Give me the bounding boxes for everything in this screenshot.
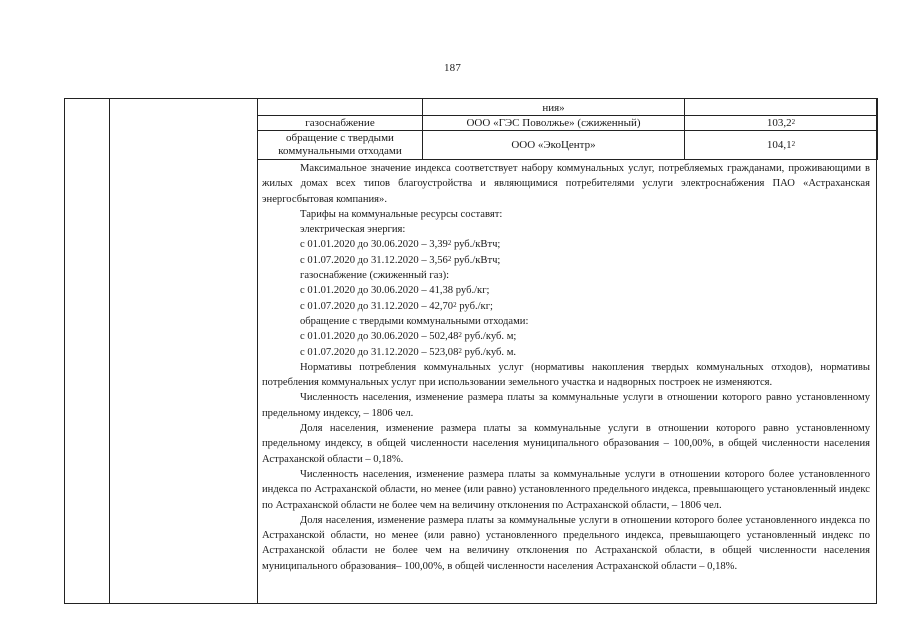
tariff-text: с 01.07.2020 до 31.12.2020 – 42,70 [300,300,454,312]
tariff-unit: руб./кВтч; [451,254,501,266]
paragraph: Максимальное значение индекса соответствует набору коммунальных услуг, потребляемых гражданами, проживающими в жилых домах всех типов благоустройства и являющимися потребителями услуги электроснабжения ПАО «Астраханская энергосбытовая компания». [262,163,870,205]
tariff-text: с 01.07.2020 до 31.12.2020 – 3,56 [300,254,448,266]
index-cell [685,116,878,131]
page-number: 187 [443,62,462,74]
tariff-unit: руб./кВтч; [451,239,501,251]
tariff-group-label: обращение с твердыми коммунальными отходами: [300,315,529,327]
footnote-mark: 2 [447,239,452,248]
table-row [258,99,878,116]
footnote-mark: 2 [447,254,452,263]
footnote-mark: 2 [791,117,796,126]
table-cell [685,99,878,116]
paragraph: Доля населения, изменение размера платы за коммунальные услуги в отношении которого равно установленному предельному индексу, в общей численности населения муниципального образования – 100,00%, в общей численности населения Астраханской области – 0,18%. [262,423,870,465]
table-cell [258,99,423,116]
tariff-text: с 01.07.2020 до 31.12.2020 – 523,08 [300,346,459,358]
tariff-line [262,253,870,268]
index-value: 104,1 [766,138,792,151]
tariff-line [262,345,870,360]
tariff-line [262,329,870,344]
tariff-index-table [257,98,878,160]
provider-cell: ООО «ЭкоЦентр» [423,131,685,160]
tariff-line [262,237,870,252]
tariff-text: с 01.01.2020 до 30.06.2020 – 3,39 [300,239,448,251]
table-row [258,116,878,131]
tariff-unit: руб./куб. м; [461,331,517,343]
paragraph: Численность населения, изменение размера платы за коммунальные услуги в отношении которого более установленного индекса по Астраханской области, но менее (или равно) установленного предельного индекса, превышающего установленный индекс по Астраханской области не более чем на величину отклонения по Астраханской области, – 1806 чел. [262,468,870,511]
paragraph: Численность населения, изменение размера платы за коммунальные услуги в отношении которого равно установленному предельному индексу, – 1806 чел. [262,392,870,419]
column-divider-1 [109,99,110,603]
provider-cell: ООО «ГЭС Поволжье» (сжиженный) [423,116,685,131]
tariff-line: с 01.01.2020 до 30.06.2020 – 41,38 руб./кг; [300,285,490,297]
index-cell [685,131,878,160]
tariffs-intro: Тарифы на коммунальные ресурсы составят: [300,208,503,220]
footnote-mark: 2 [791,139,796,148]
body-text [262,161,870,574]
service-cell: обращение с твердыми коммунальными отходами [258,131,423,160]
tariff-unit: руб./куб. м. [461,346,517,358]
paragraph: Доля населения, изменение размера платы за коммунальные услуги в отношении которого более установленного индекса по Астраханской области, но менее (или равно) установленного предельного индекса, превышающего установленный индекс по Астраханской области не более чем на величину отклонения по Астраханской области, в общей численности населения муниципального образования– 100,00%, в общей численности населения Астраханской области – 0,18%. [262,514,870,572]
footnote-mark: 2 [458,346,462,355]
footnote-mark: 2 [453,300,457,309]
tariff-line [262,299,870,314]
service-cell: газоснабжение [258,116,423,131]
footnote-mark: 2 [458,331,462,340]
paragraph: Нормативы потребления коммунальных услуг (нормативы накопления твердых коммунальных отходов), нормативы потребления коммунальных услуг при использовании земельного участка и надворных построек не изменяются. [262,361,870,389]
table-cell: ния» [423,99,685,116]
table-row [258,131,878,160]
index-value: 103,2 [766,116,792,129]
tariff-group-label: газоснабжение (сжиженный газ): [300,270,450,282]
tariff-unit: руб./кг; [456,300,493,312]
column-divider-2 [257,99,258,603]
tariff-group-label: электрическая энергия: [300,224,406,236]
tariff-text: с 01.01.2020 до 30.06.2020 – 502,48 [300,331,459,343]
